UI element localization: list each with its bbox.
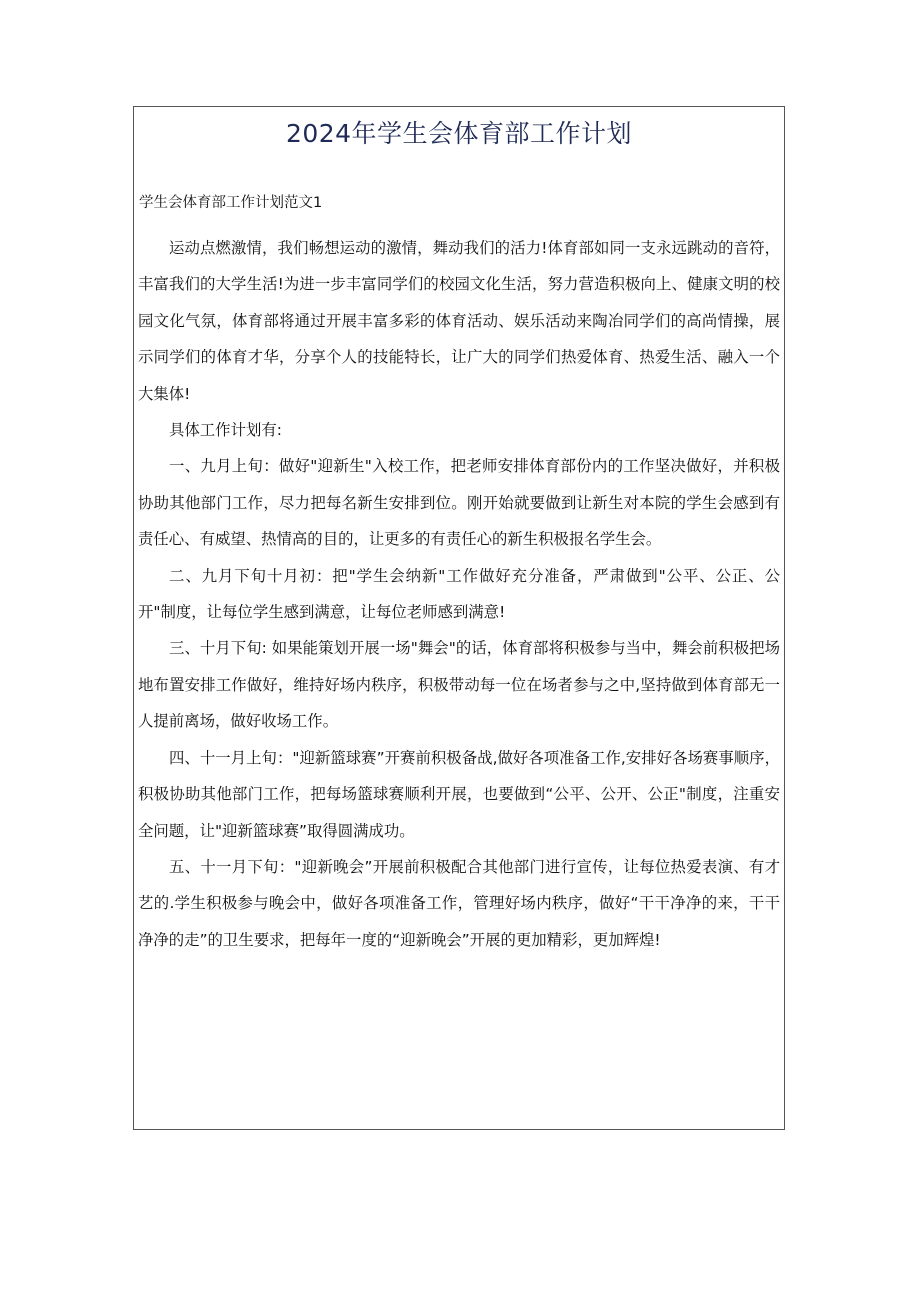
document-title: 2024年学生会体育部工作计划 (285, 119, 633, 148)
paragraph-intro: 运动点燃激情，我们畅想运动的激情，舞动我们的活力!体育部如同一支永远跳动的音符，丰富我们的大学生活!为进一步丰富同学们的校园文化生活，努力营造积极向上、健康文明的校园文化气氛，体育部将通过开展丰富多彩的体育活动、娱乐活动来陶冶同学们的高尚情操，展示同学们的体育才华，分享个人的技能特长，让广大的同学们热爱体育、热爱生活、融入一个大集体! (138, 239, 780, 403)
paragraph-item-3: 三、十月下旬: 如果能策划开展一场"舞会"的话，体育部将积极参与当中，舞会前积极把场地布置安排工作做好，维持好场内秩序，积极带动每一位在场者参与之中,坚持做到体育部无一人提前离场，做好收场工作。 (138, 639, 780, 731)
document-frame (133, 106, 785, 1130)
document-body (138, 230, 780, 958)
paragraph-item-5: 五、十一月下旬："迎新晚会”开展前积极配合其他部门进行宣传，让每位热爱表演、有才艺的.学生积极参与晚会中，做好各项准备工作，管理好场内秩序，做好“干干净净的来，干干净净的走”的卫生要求，把每年一度的“迎新晚会”开展的更加精彩，更加辉煌! (138, 857, 780, 949)
paragraph-item-2: 二、九月下旬十月初：把"学生会纳新"工作做好充分准备，严肃做到"公平、公正、公开"制度，让每位学生感到满意，让每位老师感到满意! (138, 566, 780, 622)
paragraph-plan-heading: 具体工作计划有: (169, 421, 282, 440)
paragraph-item-4: 四、十一月上旬："迎新篮球赛”开赛前积极备战,做好各项准备工作,安排好各场赛事顺序，积极协助其他部门工作，把每场篮球赛顺利开展，也要做到“公平、公开、公正"制度，注重安全问题，让"迎新篮球赛”取得圆满成功。 (138, 748, 780, 840)
paragraph-item-1: 一、九月上旬：做好"迎新生"入校工作，把老师安排体育部份内的工作坚决做好，并积极协助其他部门工作，尽力把每名新生安排到位。刚开始就要做到让新生对本院的学生会感到有责任心、有威望、热情高的目的，让更多的有责任心的新生积极报名学生会。 (138, 457, 780, 549)
document-subtitle: 学生会体育部工作计划范文1 (139, 195, 323, 211)
